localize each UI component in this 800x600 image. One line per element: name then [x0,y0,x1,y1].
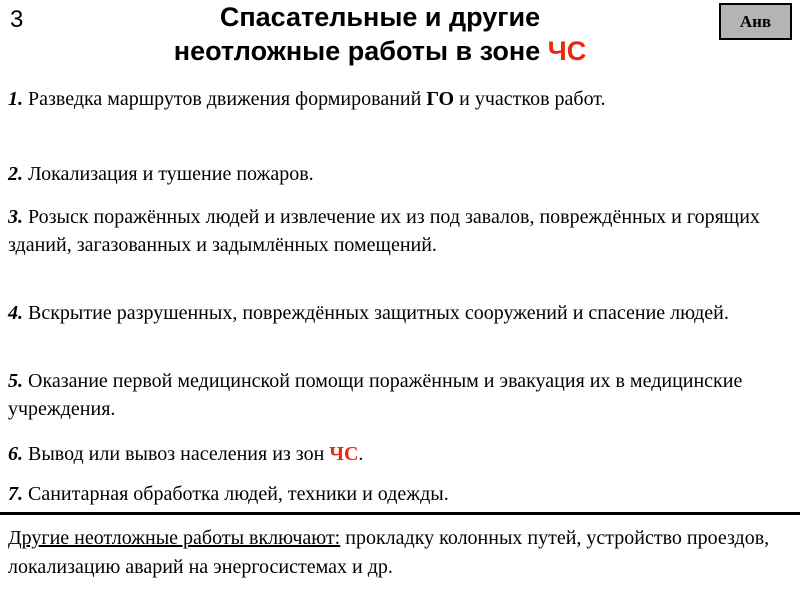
list-item-5 [8,367,792,423]
title-line-2: неотложные работы в зоне [173,36,548,66]
title-highlight: ЧС [547,36,587,66]
item-text: Вскрытие разрушенных, повреждённых защитных сооружений и спасение людей. [23,302,729,324]
item-text: Оказание первой медицинской помощи поражённым и эвакуация их в медицинские учреждения. [8,370,743,420]
list-item-4 [8,299,792,327]
list-item-1 [8,85,792,113]
list-item-3 [8,203,792,259]
item-number: 7. [8,483,23,505]
list-item-2 [8,160,792,188]
item-text: Санитарная обработка людей, техники и одежды. [23,483,449,505]
footer-divider [0,512,800,515]
author-badge[interactable]: Анв [719,3,792,40]
item-number: 2. [8,163,23,185]
item-number: 5. [8,370,23,392]
footer-note [8,524,792,582]
item-text: Вывод или вывоз населения из зон [23,443,330,465]
item-text-end: и участков работ. [454,88,606,110]
slide-number: 3 [10,6,24,33]
page-title [60,0,700,68]
item-text: Локализация и тушение пожаров. [23,163,314,185]
item-text: Розыск поражённых людей и извлечение их из под завалов, повреждённых и горящих зданий, загазованных и задымлённых помещений. [8,206,760,256]
item-text-end: . [358,443,364,465]
item-text: Разведка маршрутов движения формирований [23,88,427,110]
item-number: 1. [8,88,23,110]
title-line-1: Спасательные и другие [219,2,541,32]
list-item-7 [8,480,792,508]
footer-text: прокладку колонных путей, устройство проездов, локализацию аварий на энергосистемах и др. [8,527,770,578]
item-number: 3. [8,206,23,228]
footer-lead: Другие неотложные работы включают: [8,527,341,549]
item-emphasis: ГО [426,88,455,110]
item-highlight: ЧС [329,443,359,465]
item-number: 6. [8,443,23,465]
item-number: 4. [8,302,23,324]
list-item-6 [8,440,792,468]
